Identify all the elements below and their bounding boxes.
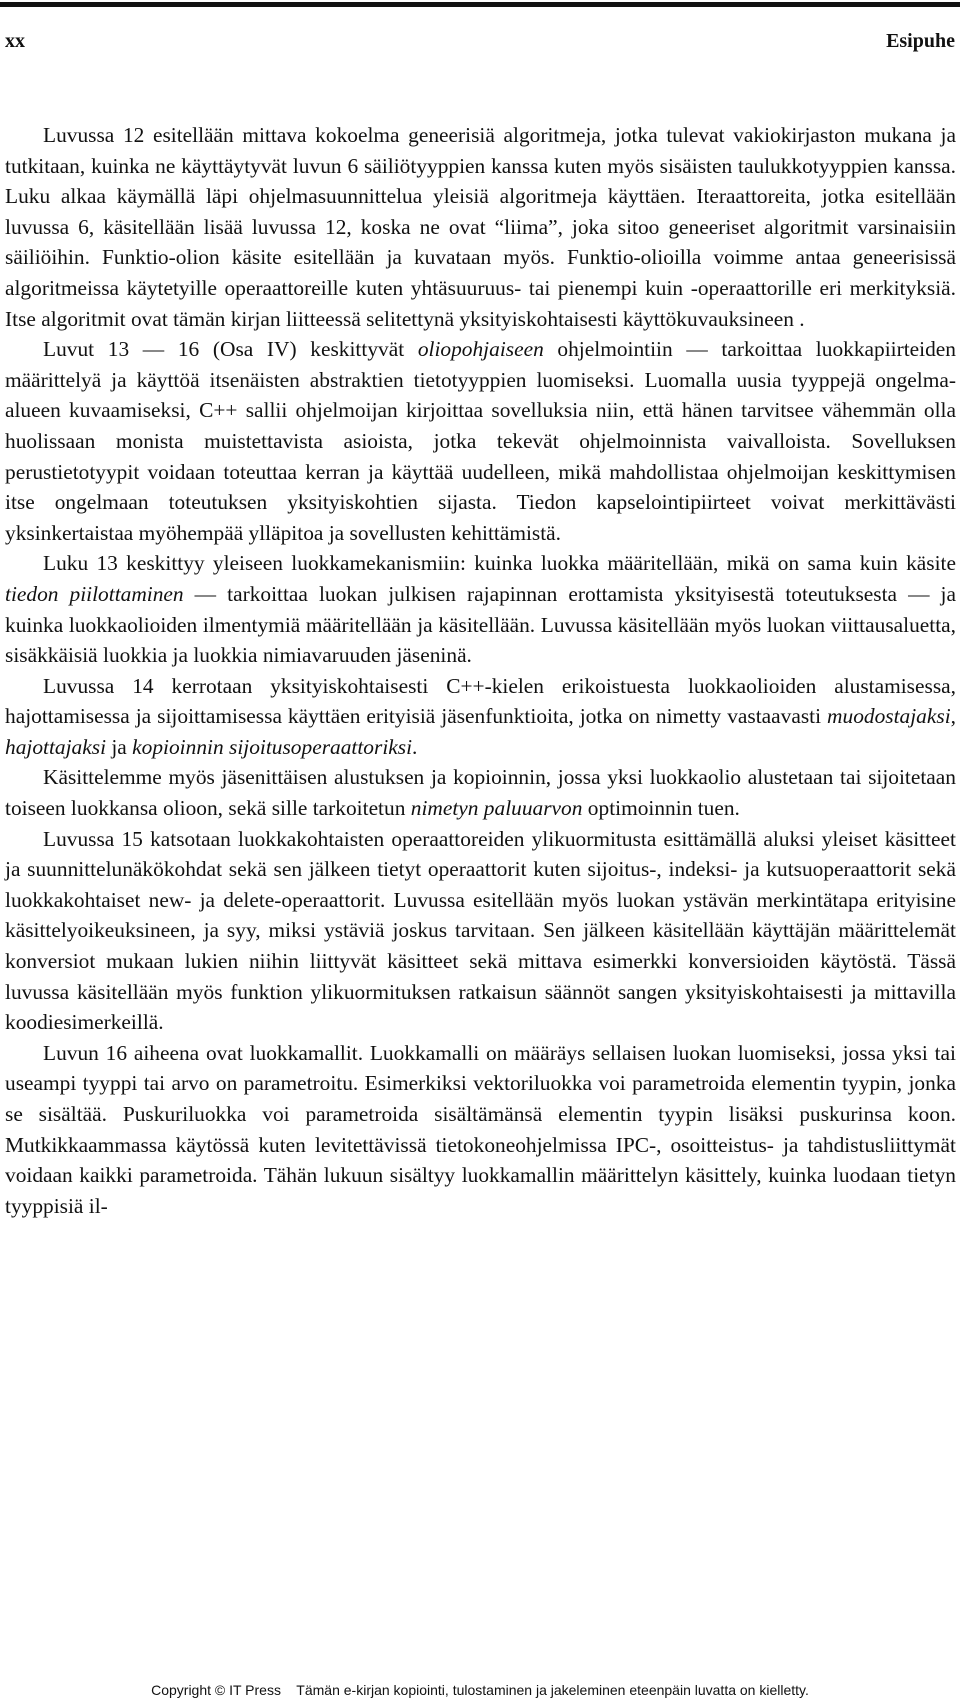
text-run: ohjelmointiin — tarkoittaa luokkapiirteiden määrittelyä ja käyttöä itsenäisten abstraktien tietotyyppien luomiseksi. Luomalla uusia tyyppejä ongelma-alueen kuvaamiseksi, C++ sallii ohjelmoijan kirjoittaa sovelluksia niin, että hänen tarvitsee vähemmän olla huolissaan monista muistettavista asioista, jotka tekevät ohjelmoinnista vaivalloista. Sovelluksen perustietotyypit voidaan toteuttaa kerran ja käyttää uudelleen, mikä mahdollistaa ohjelmoijan keskittymisen itse ongelmaan toteutuksen yksityiskohtien sijasta. Tiedon kapselointipiirteet voivat merkittävästi yksinkertaistaa myöhempää ylläpitoa ja sovellusten kehittämistä. (5, 337, 956, 545)
paragraph (5, 762, 956, 823)
emphasized-term: tiedon piilottaminen (5, 581, 184, 606)
paragraph (5, 671, 956, 763)
body-text (5, 120, 956, 1221)
running-head (5, 30, 955, 56)
emphasized-term: oliopohjaiseen (417, 337, 544, 362)
text-run: , (950, 704, 956, 729)
text-run: Luku 13 keskittyy yleiseen luokkamekanismiin: kuinka luokka määritellään, mikä on sama kuin käsite (43, 551, 956, 576)
emphasized-term: nimetyn paluuarvon (410, 796, 583, 821)
emphasized-term: kopioinnin sijoitusoperaattoriksi (132, 734, 413, 759)
paragraph (5, 1038, 956, 1222)
copyright-notice: Tämän e-kirjan kopiointi, tulostaminen ja jakeleminen eteenpäin luvatta on kielletty. (296, 1682, 809, 1698)
text-run: — tarkoittaa luokan julkisen rajapinnan erottamista yksityisestä toteutuksesta — ja kuinka luokkaolioiden ilmentymiä määritellään ja käsitellään. Luvussa käsitellään myös luokan viittausaluetta, sisäkkäisiä luokkia ja luokkia nimiavaruuden jäseninä. (5, 581, 956, 668)
text-run: Luvussa 14 kerrotaan yksityiskohtaisesti C++-kielen erikoistuesta luokkaolioiden alustamisessa, hajottamisessa ja sijoittamisessa käyttäen erityisiä jäsenfunktioita, jotka on nimetty vastaavasti (5, 673, 956, 729)
paragraph (5, 120, 956, 334)
emphasized-term: muodostajaksi (827, 704, 951, 729)
footer (0, 1682, 960, 1698)
paragraph (5, 334, 956, 548)
text-run: . (412, 734, 418, 759)
text-run: Luvun 16 aiheena ovat luokkamallit. Luokkamalli on määräys sellaisen luokan luomiseksi, jossa yksi tai useampi tyyppi tai arvo on parametroitu. Esimerkiksi vektoriluokka voi parametroida elementin tyypin, jonka se sisältää. Puskuriluokka voi parametroida sisältämänsä elementin tyypin lisäksi puskurinsa koon. Mutkikkaammassa käytössä kuten levitettävissä tietokoneohjelmissa IPC-, osoitteistus- ja tahdistusliittymät voidaan kaikki parametroida. Tähän lukuun sisältyy luokkamallin määrittelyn käsittely, kuinka luodaan tietyn tyyppisiä il- (5, 1040, 956, 1218)
text-run: ja (106, 734, 133, 759)
paragraph (5, 824, 956, 1038)
copyright-text: Copyright © IT Press (151, 1682, 281, 1698)
text-run: Luvussa 12 esitellään mittava kokoelma geneerisiä algoritmeja, jotka tulevat vakiokirjaston mukana ja tutkitaan, kuinka ne käyttäytyvät luvun 6 säiliötyyppien kanssa kuten myös sisäisten taulukkotyyppien kanssa. Luku alkaa käymällä läpi ohjelmasuunnittelua yleisiä algoritmeja käyttäen. Iteraattoreita, jotka esitellään luvussa 6, käsitellään lisää luvussa 12, koska ne ovat “liima”, joka sitoo geneeriset algoritmit varsinaisiin säiliöihin. Funktio-olion käsite esitellään ja kuvataan myös. Funktio-olioilla voimme antaa geneerisissä algoritmeissa käytetyille operaattoreille kuten yhtäsuuruus- tai pienempi kuin -operaattorille eri merkityksiä. Itse algoritmit ovat tämän kirjan liitteessä selitettynä yksityiskohtaisesti käyttökuvauksineen . (5, 123, 956, 331)
text-run: Käsittelemme myös jäsenittäisen alustuksen ja kopioinnin, jossa yksi luokkaolio alustetaan tai sijoitetaan toiseen luokkansa olioon, sekä sille tarkoitetun (5, 765, 956, 821)
text-run: Luvussa 15 katsotaan luokkakohtaisten operaattoreiden ylikuormitusta esittämällä aluksi yleiset käsitteet ja suunnittelunäkökohdat sekä sen jälkeen tietyt operaattorit kuten sijoitus-, indeksi- ja kutsuoperaattorit sekä luokkakohtaiset new- ja delete-operaattorit. Luvussa esitellään myös luokan ystävän merkintätapa erityisine käsittelyoikeuksineen, ja syy, miksi ystäviä joskus tarvitaan. Sen jälkeen käsitellään käyttäjän määrittelemät konversiot mukaan lukien niihin liittyvät käsitteet sekä mittava esimerkki konversioiden käytöstä. Tässä luvussa käsitellään myös funktion ylikuormituksen ratkaisun säännöt sangen yksityiskohtaisesti ja mittavilla koodiesimerkeillä. (5, 826, 956, 1035)
emphasized-term: hajottajaksi (5, 734, 107, 759)
text-run: Luvut 13 — 16 (Osa IV) keskittyvät (43, 337, 418, 362)
chapter-title: Esipuhe (886, 30, 955, 52)
page-number: xx (5, 30, 25, 52)
paragraph (5, 548, 956, 670)
text-run: optimoinnin tuen. (582, 796, 740, 821)
header-rule (0, 2, 960, 7)
